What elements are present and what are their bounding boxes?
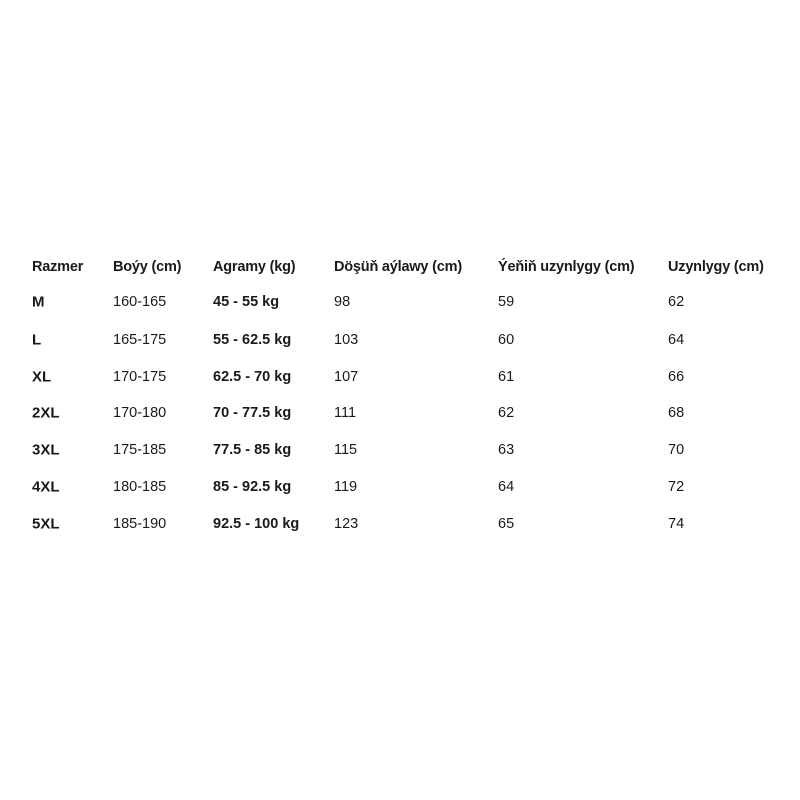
row-chest: 111 — [334, 404, 357, 421]
row-chest: 98 — [334, 293, 351, 310]
row-height: 175-185 — [113, 441, 167, 458]
row-size: M — [32, 293, 45, 311]
row-height: 170-175 — [113, 368, 167, 385]
row-height: 170-180 — [113, 404, 167, 421]
row-chest: 115 — [334, 441, 358, 458]
row-weight: 45 - 55 kg — [213, 293, 280, 310]
row-sleeve: 62 — [498, 404, 515, 421]
header-size: Razmer — [32, 258, 84, 275]
row-weight: 62.5 - 70 kg — [213, 368, 292, 385]
row-weight: 70 - 77.5 kg — [213, 404, 292, 421]
row-size: 5XL — [32, 515, 60, 533]
row-chest: 107 — [334, 368, 359, 385]
row-size: L — [32, 331, 42, 349]
header-height: Boýy (cm) — [113, 258, 182, 275]
row-weight: 55 - 62.5 kg — [213, 331, 292, 348]
row-height: 165-175 — [113, 331, 167, 348]
row-sleeve: 59 — [498, 293, 515, 310]
row-chest: 123 — [334, 515, 359, 532]
row-length: 62 — [668, 293, 685, 310]
header-weight: Agramy (kg) — [213, 258, 296, 275]
row-weight: 77.5 - 85 kg — [213, 441, 292, 458]
row-height: 160-165 — [113, 293, 167, 310]
row-size: 2XL — [32, 404, 60, 422]
row-size: 3XL — [32, 441, 60, 459]
row-weight: 92.5 - 100 kg — [213, 515, 300, 532]
row-length: 68 — [668, 404, 685, 421]
row-sleeve: 65 — [498, 515, 515, 532]
row-chest: 119 — [334, 478, 358, 495]
header-sleeve: Ýeňiň uzynlygy (cm) — [498, 258, 635, 275]
header-chest: Döşüň aýlawy (cm) — [334, 258, 462, 275]
row-chest: 103 — [334, 331, 359, 348]
row-length: 72 — [668, 478, 685, 495]
row-sleeve: 60 — [498, 331, 515, 348]
row-weight: 85 - 92.5 kg — [213, 478, 292, 495]
row-height: 185-190 — [113, 515, 167, 532]
row-size: XL — [32, 368, 52, 386]
row-length: 66 — [668, 368, 685, 385]
row-size: 4XL — [32, 478, 60, 496]
row-length: 70 — [668, 441, 685, 458]
row-length: 64 — [668, 331, 685, 348]
row-sleeve: 64 — [498, 478, 515, 495]
header-length: Uzynlygy (cm) — [668, 258, 764, 275]
row-sleeve: 63 — [498, 441, 515, 458]
row-sleeve: 61 — [498, 368, 515, 385]
row-height: 180-185 — [113, 478, 167, 495]
row-length: 74 — [668, 515, 685, 532]
